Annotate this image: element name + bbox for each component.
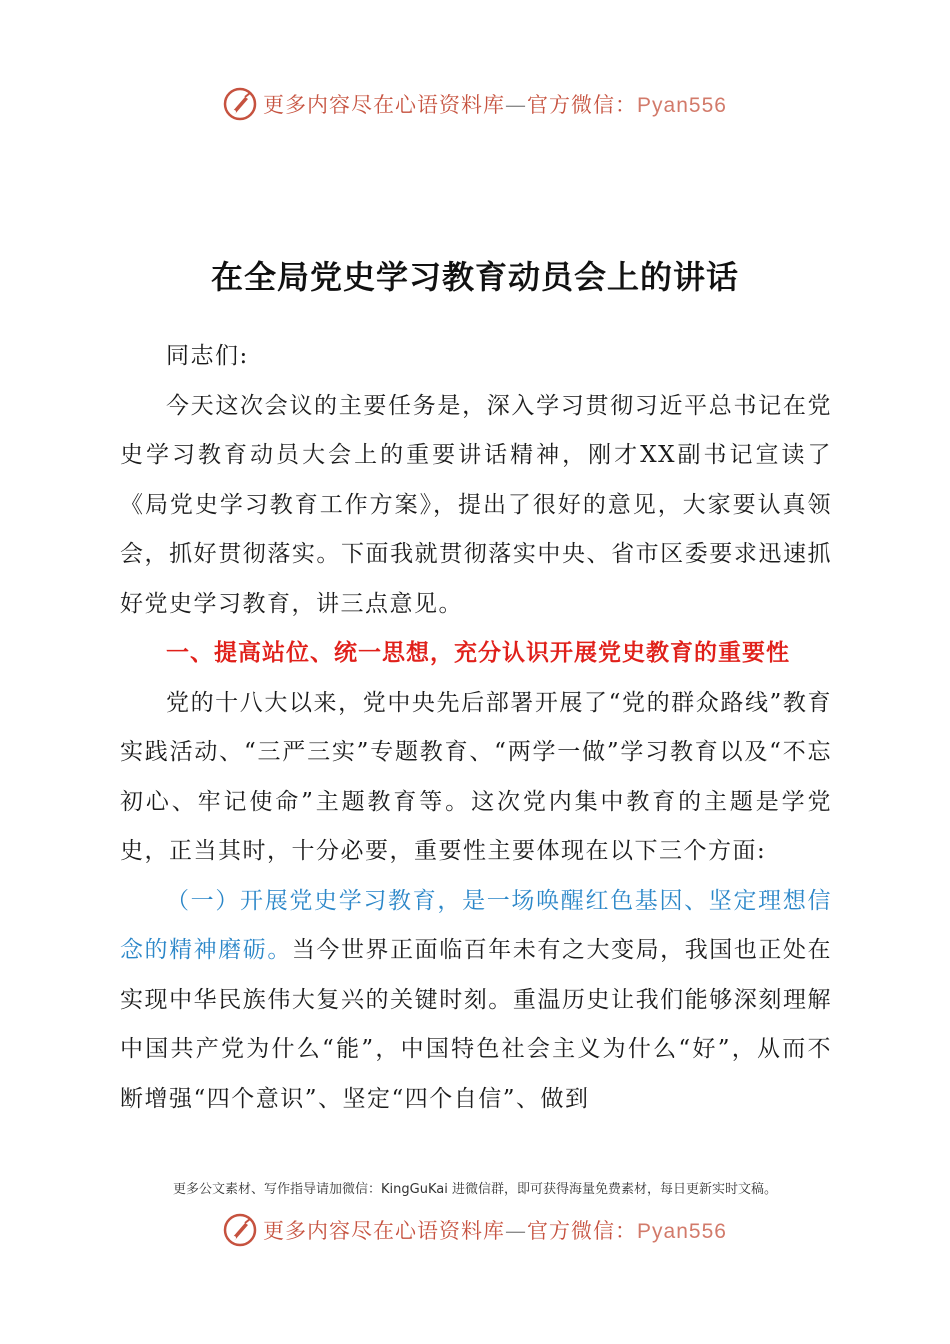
point-1-paragraph (120, 877, 832, 1125)
section-1-paragraph: 党的十八大以来，党中央先后部署开展了“党的群众路线”教育实践活动、“三严三实”专题教育、“两学一做”学习教育以及“不忘初心、牢记使命”主题教育等。这次党内集中教育的主题是学党史，正当其时，十分必要，重要性主要体现在以下三个方面: (120, 689, 832, 864)
salutation: 同志们: (166, 343, 249, 369)
document-title: 在全局党史学习教育动员会上的讲话 (210, 258, 739, 296)
banner-separator: — (505, 93, 528, 117)
header-banner (0, 84, 950, 124)
banner-account: Pyan556 (637, 1220, 727, 1243)
banner-label: 官方微信： (527, 1219, 638, 1243)
banner-main: 更多内容尽在心语资料库 (263, 93, 506, 117)
intro-paragraph: 今天这次会议的主要任务是，深入学习贯彻习近平总书记在党史学习教育动员大会上的重要讲话精神，刚才XX副书记宣读了《局党史学习教育工作方案》，提出了很好的意见，大家要认真领会，抓好贯彻落实。下面我就贯彻落实中央、省市区委要求迅速抓好党史学习教育，讲三点意见。 (120, 392, 832, 617)
point-1-lead: （一）开展党史学习教育，是一场唤醒红色基因、坚定理想信念的精神磨砺。 (120, 887, 832, 963)
banner-account: Pyan556 (637, 94, 727, 117)
quill-pen-logo-icon (223, 1213, 257, 1247)
banner-text (263, 89, 727, 119)
point-1-body: 当今世界正面临百年未有之大变局，我国也正处在实现中华民族伟大复兴的关键时刻。重温历史让我们能够深刻理解中国共产党为什么“能”，中国特色社会主义为什么“好”，从而不断增强“四个意识”、坚定“四个自信”、做到 (120, 937, 833, 1112)
quill-pen-logo-icon (223, 87, 257, 121)
section-heading-1: 一、提高站位、统一思想，充分认识开展党史教育的重要性 (166, 640, 790, 666)
footer-banner (0, 1210, 950, 1250)
banner-separator: — (505, 1219, 528, 1243)
document-body (120, 332, 832, 1124)
banner-main: 更多内容尽在心语资料库 (263, 1219, 506, 1243)
banner-label: 官方微信： (527, 93, 638, 117)
footer-note: 更多公文素材、写作指导请加微信：KingGuKai 进微信群，即可获得海量免费素材，每日更新实时文稿。 (173, 1182, 777, 1197)
banner-text (263, 1215, 727, 1245)
